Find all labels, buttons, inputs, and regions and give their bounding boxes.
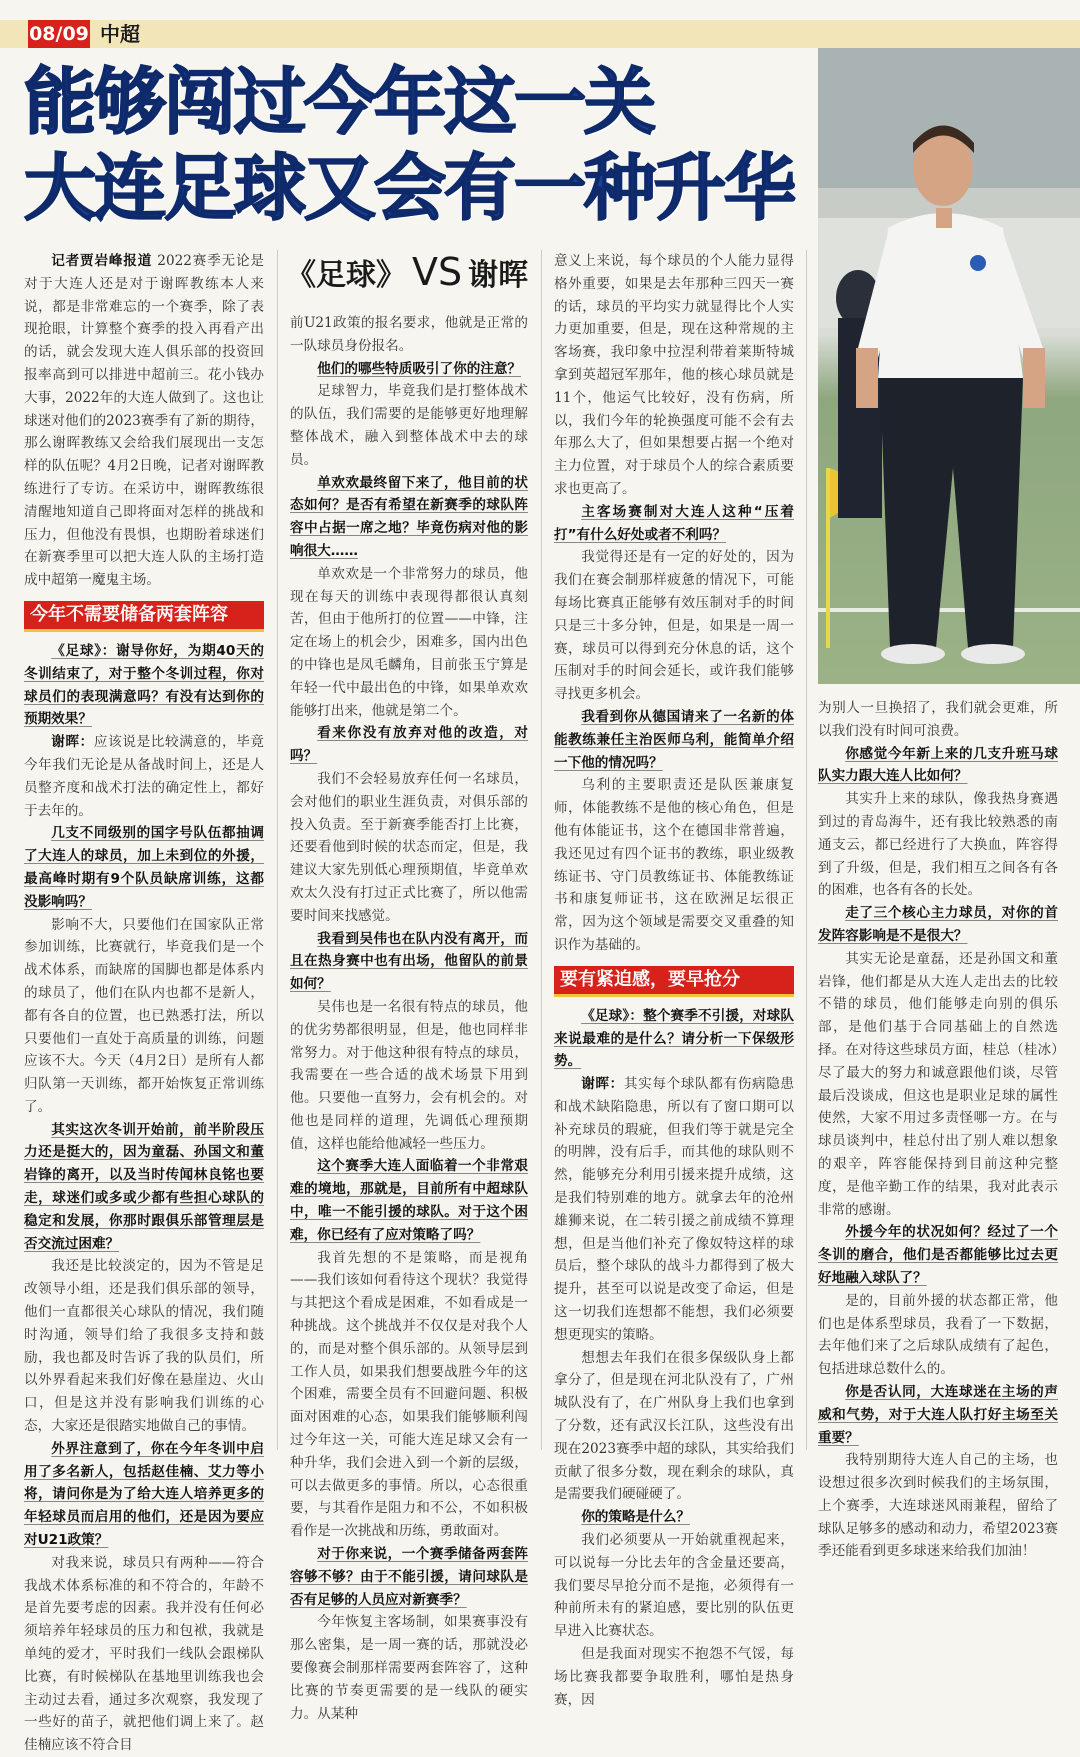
answer: 谢晖：应该说是比较满意的，毕竟今年我们无论是从备战时间上，还是人员整齐度和战术打法的确定性上，都好于去年的。 [24,734,265,819]
answer: 我还是比较淡定的，因为不管是足改领导小组，还是我们俱乐部的领导，他们一直都很关心球队的情况，我们随时沟通，领导们给了我很多支持和鼓励，我也都及时告诉了我的队员们，所以外界看起来我们好像在悬崖边、火山口，但是这并没有影响我们训练的心态，大家还是很踏实地做自己的事情。 [24,1258,264,1435]
answer: 其实无论是童磊，还是孙国文和董岩锋，他们都是从大连人走出去的比较不错的球员，他们能够走向别的俱乐部，是他们基于合同基础上的自然选择。在对待这些球员方面，桂总（桂冰）尽了最大的努力和诚意跟他们谈，尽管最后没谈成，但这也是职业足球的属性使然，大家不用过多责怪哪一方。在与球员谈判中，桂总付出了别人难以想象的艰辛，阵容能保持到目前这种完整度，是他辛勤工作的结果，我对此表示非常的感谢。 [818,950,1058,1218]
subheading: 今年不需要储备两套阵容 [24,601,264,632]
answer: 我们不会轻易放弃任何一名球员，会对他们的职业生涯负责，对俱乐部的投入负责。至于新赛季能否打上比赛，还要看他到时候的状态而定，但是，我建议大家先别低心理预期值，毕竟单欢欢太久没有打过正式比赛了，所以他需要时间来找感觉。 [290,770,528,924]
question: 外援今年的状况如何？经过了一个冬训的磨合，他们是否都能够比过去更好地融入球队了？ [818,1224,1058,1286]
question: 这个赛季大连人面临着一个非常艰难的境地，那就是，目前所有中超球队中，唯一不能引援的球队。对于这个困难，你已经有了应对策略了吗？ [290,1158,528,1243]
question: 其实这次冬训开始前，前半阶段压力还是挺大的，因为童磊、孙国文和董岩锋的离开，以及当时传闻林良铭也要走，球迷们或多或少都有些担心球队的稳定和发展，你那时跟俱乐部管理层是否交流过困难？ [24,1121,264,1252]
headline-line-2: 大连足球又会有一种升华 [24,146,795,230]
intro-paragraph: 记者贾岩峰报道 2022赛季无论是对于大连人还是对于谢晖教练本人来说，都是非常难忘的一个赛季，除了表现抢眼，计算整个赛季的投入再看产出的话，就会发现大连人俱乐部的投资回报率高到可以排进中超前三。花小钱办大事，2022年的大连人做到了。这也让球迷对他们的2023赛季有了新的期待，那么谢晖教练又会给我们展现出一支怎样的队伍呢？4月2日晚，记者对谢晖教练进行了专访。在采访中，谢晖教练很清醒地知道自己即将面对怎样的挑战和压力，但他没有畏惧，也期盼着球迷们在新赛季里可以把大连人队的主场打造成中超第一魔鬼主场。 [24,253,264,589]
answer: 单欢欢是一个非常努力的球员，他现在每天的训练中表现得都很认真刻苦，但由于他所打的位置——中锋，注定在场上的机会少，困难多，国内出色的中锋也是凤毛麟角，目前张玉宁算是年轻一代中最出色的中锋，如果单欢欢能够打出来，他就是第二个。 [290,565,528,719]
answer: 足球智力，毕竟我们是打整体战术的队伍，我们需要的是能够更好地理解整体战术，融入到整体战术中去的球员。 [290,383,528,468]
answer: 前U21政策的报名要求，他就是正常的一队球员身份报名。 [290,315,528,354]
section-label: 中超 [100,22,140,46]
question: 你感觉今年新上来的几支升班马球队实力跟大连人比如何？ [818,745,1058,785]
answer: 对我来说，球员只有两种——符合我战术体系标准的和不符合的，年龄不是首先要考虑的因素。我并没有任何必须培养年轻球员的压力和包袱，我就是单纯的爱才，平时我们一线队会跟梯队比赛，有时候梯队在基地里训练我也会主动过去看，通过多次观察，我发现了一些好的苗子，就把他们调上来了。赵佳楠应该不符合目 [24,1554,264,1754]
question: 你是否认同，大连球迷在主场的声威和气势，对于大连人队打好主场至关重要？ [818,1383,1058,1446]
question: 几支不同级别的国字号队伍都抽调了大连人的球员，加上未到位的外援，最高峰时期有9个队员缺席训练，这都没影响吗？ [24,825,264,910]
interview-title-left: 《足球》 [286,258,406,293]
answer: 我觉得还是有一定的好处的，因为我们在赛会制那样疲惫的情况下，可能每场比赛真正能够有效压制对手的时间只是三十多分钟，但是，如果是一周一赛，球员可以得到充分休息的话，这个压制对手的时间会延长，或许我们能够寻找更多机会。 [554,549,794,703]
answer: 是的，目前外援的状态都正常，他们也是体系型球员，我看了一下数据，去年他们来了之后球队成绩有了起色，包括进球总数什么的。 [818,1292,1058,1378]
answer: 想想去年我们在很多保级队身上都拿分了，但是现在河北队没有了，广州城队没有了，在广州队身上我们也拿到了分数，还有武汉长江队，这些没有出现在2023赛季中超的球队，其实给我们贡献了很多分数，现在剩余的球队，真是需要我们硬碰硬了。 [554,1349,794,1503]
answer: 乌利的主要职责还是队医兼康复师，体能教练不是他的核心角色，但是他有体能证书，这个在德国非常普遍，我还见过有四个证书的教练，职业级教练证书、守门员教练证书、体能教练证书和康复师证书，这在欧洲足坛很正常，因为这个领域是需要交叉重叠的知识作为基础的。 [554,777,794,953]
byline: 记者贾岩峰报道 [51,253,153,269]
subheading: 要有紧迫感，要早抢分 [554,966,794,997]
answer: 意义上来说，每个球员的个人能力显得格外重要，如果是去年那种三四天一赛的话，球员的平均实力就显得比个人实力更加重要，但是，现在这种常规的主客场赛，我印象中拉涅利带着莱斯特城拿到英超冠军那年，他的核心球员就是11个，他运气比较好，没有伤病，所以，我们今年的轮换强度可能不会有去年那么大了，但如果想要占据一个绝对主力位置，对于球员个人的综合素质要求也更高了。 [554,253,794,497]
question: 我看到你从德国请来了一名新的体能教练兼任主治医师乌利，能简单介绍一下他的情况吗？ [554,708,794,771]
coach-photo [818,48,1080,684]
answer: 吴伟也是一名很有特点的球员，他的优劣势都很明显，但是，他也同样非常努力。对于他这种很有特点的球员，我需要在一些合适的战术场景下用到他。只要他一直努力，会有机会的。对他也是同样的道理，先调低心理预期值，这样也能给他减轻一些压力。 [290,998,528,1152]
answer: 为别人一旦换招了，我们就会更难，所以我们没有时间可浪费。 [818,700,1058,739]
answer: 但是我面对现实不抱怨不气馁，每场比赛我都要争取胜利，哪怕是热身赛，因 [554,1646,794,1708]
question: 单欢欢最终留下来了，他目前的状态如何？是否有希望在新赛季的球队阵容中占据一席之地？毕竟伤病对他的影响很大…… [290,474,528,559]
interview-title [286,250,536,300]
article-column-1 [24,250,265,1754]
answer: 我首先想的不是策略，而是视角——我们该如何看待这个现状？我觉得与其把这个看成是困难，不如看成是一种挑战。这个挑战并不仅仅是对我个人的，而是对整个俱乐部的。从领导层到工作人员，如果我们想要战胜今年的这个困难，需要全员有不回避问题、积极面对困难的心态，如果我们能够顺利闯过今年这一关，可能大连足球又会有一种升华，我们会进入到一个新的层级，可以去做更多的事情。所以，心态很重要，与其看作是阻力和不公，不如积极看作是一次挑战和历练，勇敢面对。 [290,1249,528,1540]
question: 对于你来说，一个赛季储备两套阵容够不够？由于不能引援，请问球队是否有足够的人员应对新赛季？ [290,1546,528,1608]
question: 看来你没有放弃对他的改造，对吗？ [290,725,528,765]
answer: 我们必须要从一开始就重视起来，可以说每一分比去年的含金量还要高，我们要尽早抢分而不是拖，必须得有一种前所未有的紧迫感，要比别的队伍更早进入比赛状态。 [554,1532,794,1640]
answer: 影响不大，只要他们在国家队正常参加训练，比赛就行，毕竟我们是一个战术体系，而缺席的国脚也都是体系内的球员了，他们在队内也都不是新人，都有各自的位置，也已熟悉打法，所以只要他们一直处于高质量的训练，问题应该不大。今天（4月2日）是所有人都归队第一天训练，都开始恢复正常训练了。 [24,916,264,1115]
interview-title-right: 谢晖 [468,258,529,293]
question: 走了三个核心主力球员，对你的首发阵容影响是不是很大？ [818,905,1058,944]
column-divider [277,250,278,1450]
question: 主客场赛制对大连人这种“压着打”有什么好处或者不利吗？ [554,503,794,543]
headline-line-1: 能够闯过今年这一关 [24,60,655,144]
interview-title-vs: VS [412,250,463,294]
question: 我看到吴伟也在队内没有离开，而且在热身赛中也有出场，他留队的前景如何？ [290,930,528,993]
question: 他们的哪些特质吸引了你的注意？ [317,360,522,377]
question: 《足球》：谢导你好，为期40天的冬训结束了，对于整个冬训过程，你对球员们的表现满意吗？有没有达到你的预期效果？ [24,642,264,728]
article-column-4 [818,697,1058,1560]
answer: 我特别期待大连人自己的主场，也设想过很多次到时候我们的主场氛围，上个赛季，大连球迷风雨兼程，留给了球队足够多的感动和动力，希望2023赛季还能看到更多球迷来给我们加油！ [818,1452,1058,1560]
article-column-3 [554,250,795,1708]
question: 外界注意到了，你在今年冬训中启用了多名新人，包括赵佳楠、艾力等小将，请问你是为了给大连人培养更多的年轻球员而启用的他们，还是因为要应对U21政策？ [24,1440,264,1549]
answer: 谢晖：其实每个球队都有伤病隐患和战术缺陷隐患，所以有了窗口期可以补充球员的瑕疵，但我们等于就是完全的明牌，没有后手，而其他的球队则不然，能够充分利用引援来提升成绩，这是我们特别难的地方。就拿去年的沧州雄狮来说，在二转引援之前成绩不算理想，但是当他们补充了像奴特这样的球员后，整个球队的战斗力都得到了极大提升，甚至可以说是改变了命运，但是这一切我们连想都不能想，我们必须要想更现实的策略。 [554,1076,795,1343]
answer: 其实升上来的球队，像我热身赛遇到过的青岛海牛，还有我比较熟悉的南通支云，都已经进行了大换血，阵容得到了升级，但是，我们相互之间各有各的困难，也各有各的长处。 [818,791,1058,899]
answer: 今年恢复主客场制，如果赛事没有那么密集，是一周一赛的话，那就没必要像赛会制那样需要两套阵容了，这种比赛的节奏更需要的是一线队的硬实力。从某种 [290,1614,528,1722]
column-divider [541,250,542,1450]
question: 《足球》：整个赛季不引援，对球队来说最难的是什么？请分析一下保级形势。 [554,1007,794,1070]
column-divider [806,250,807,1450]
question: 你的策略是什么？ [581,1509,690,1526]
page-number: 08/09 [28,20,90,48]
header-strip [0,20,1080,48]
article-column-2 [290,312,528,1722]
